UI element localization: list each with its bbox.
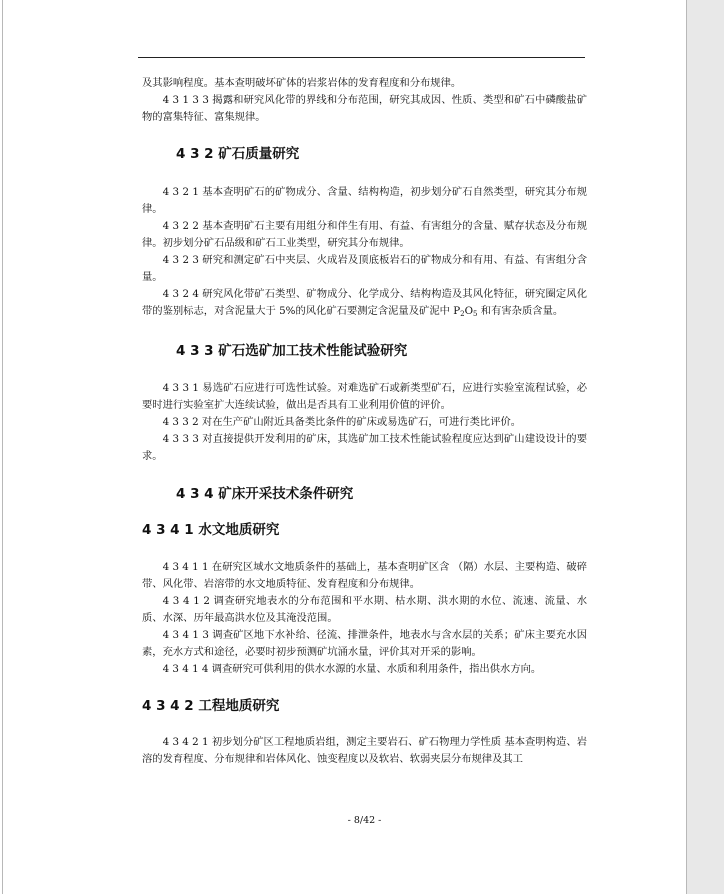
paragraph-4-3-4-1-1: 4 3 4 1 1 在研究区域水文地质条件的基础上，基本查明矿区含 （隔）水层、主要构造、破碎带、风化带、岩溶带的水文地质特征、发育程度和分布规律。 — [142, 561, 587, 590]
section-heading-4-3-2: 4 3 2 矿石质量研究 — [176, 146, 300, 162]
paragraph-4-3-4-1-4: 4 3 4 1 4 调查研究可供利用的供水水源的水量、水质和利用条件，指出供水方向。 — [162, 663, 542, 675]
header-rule — [138, 57, 585, 58]
paragraph-4-3-3-3: 4 3 3 3 对直接提供开发利用的矿床，其选矿加工技术性能试验程度应达到矿山建设设计的要求。 — [142, 433, 587, 462]
viewer-gutter — [687, 0, 724, 894]
paragraph-4-3-4-2-1: 4 3 4 2 1 初步划分矿区工程地质岩组，测定主要岩石、矿石物理力学性质 基本查明构造、岩溶的发育程度、分布规律和岩体风化、蚀变程度以及软岩、软弱夹层分布规律及其工 — [142, 736, 587, 765]
oxygen-symbol: O — [464, 305, 474, 317]
paragraph-4-3-3-2: 4 3 3 2 对在生产矿山附近具备类比条件的矿床或易选矿石，可进行类比评价。 — [162, 416, 522, 428]
paragraph: 及其影响程度。基本查明破坏矿体的岩浆岩体的发育程度和分布规律。 — [142, 77, 462, 89]
paragraph-4-3-2-1: 4 3 2 1 基本查明矿石的矿物成分、含量、结构构造，初步划分矿石自然类型，研究其分布规律。 — [142, 186, 587, 215]
page-number: - 8/42 - — [347, 815, 382, 826]
paragraph-4-3-3-1: 4 3 3 1 易选矿石应进行可选性试验。对难选矿石或新类型矿石，应进行实验室流程试验，必要时进行实验室扩大连续试验，做出是否具有工业利用价值的评价。 — [142, 382, 587, 411]
paragraph-4-3-4-1-2: 4 3 4 1 2 调查研究地表水的分布范围和平水期、枯水期、洪水期的水位、流速、流量、水质、水深、历年最高洪水位及其淹没范围。 — [142, 595, 587, 624]
paragraph-4-3-2-2: 4 3 2 2 基本查明矿石主要有用组分和伴生有用、有益、有害组分的含量、赋存状态及分布规律。初步划分矿石品级和矿石工业类型，研究其分布规律。 — [142, 220, 587, 249]
section-heading-4-3-4-2: 4 3 4 2 工程地质研究 — [142, 698, 280, 714]
paragraph-4-3-4-1-3: 4 3 4 1 3 调查矿区地下水补给、径流、排泄条件，地表水与含水层的关系；矿床主要充水因素，充水方式和途径，必要时初步预测矿坑涌水量，评价其对开采的影响。 — [142, 629, 587, 658]
paragraph-4-3-1-3-3: 4 3 1 3 3 揭露和研究风化带的界线和分布范围，研究其成因、性质、类型和矿石中磷酸盐矿物的富集特征、富集规律。 — [142, 94, 587, 123]
section-heading-4-3-3: 4 3 3 矿石选矿加工技术性能试验研究 — [176, 343, 408, 359]
paragraph-4-3-2-4-text: 4 3 2 4 研究风化带矿石类型、矿物成分、化学成分、结构构造及其风化特征，研究圈定风化带的鉴别标志，对含泥量大于 5%的风化矿石要测定含泥量及矿泥中 P — [142, 288, 587, 317]
page-edge-left — [2, 0, 3, 894]
paragraph-4-3-2-3: 4 3 2 3 研究和测定矿石中夹层、火成岩及顶底板岩石的矿物成分和有用、有益、有害组分含量。 — [142, 254, 587, 283]
section-heading-4-3-4-1: 4 3 4 1 水文地质研究 — [142, 522, 280, 538]
section-heading-4-3-4: 4 3 4 矿床开采技术条件研究 — [176, 486, 354, 502]
subscript-5: 5 — [473, 310, 478, 318]
paragraph-4-3-2-4-tail: 和有害杂质含量。 — [477, 305, 564, 317]
document-body — [142, 75, 587, 768]
paragraph-4-3-2-4 — [142, 286, 587, 323]
subscript-2: 2 — [460, 310, 465, 318]
